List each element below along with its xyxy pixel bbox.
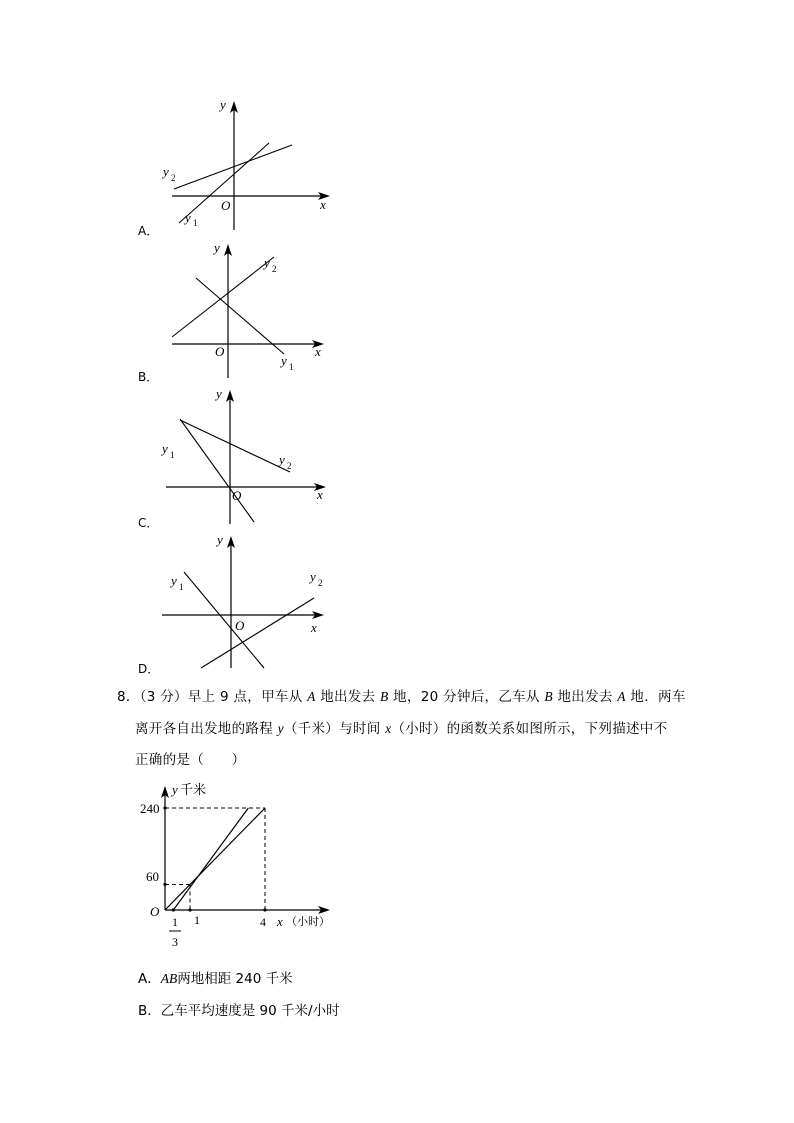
answer-option-a — [138, 967, 293, 987]
graph-option-a — [134, 95, 334, 235]
q8-text: （千米）与时间 — [283, 721, 386, 737]
answer-option-b — [138, 999, 340, 1019]
graph-option-c — [134, 386, 334, 526]
line-y2 — [201, 598, 314, 668]
q8-place-a: A — [307, 689, 316, 704]
y-axis-label: y — [214, 240, 220, 255]
tick-dot — [163, 883, 166, 886]
coordinate-graph-d — [134, 532, 334, 672]
y-axis-var: y — [172, 782, 178, 797]
q8-place-b: B — [380, 689, 389, 704]
y2-label: y — [279, 452, 285, 467]
option-a-label: A． — [138, 224, 159, 238]
series-line-2 — [173, 808, 248, 910]
y2-label: y — [310, 569, 316, 584]
q8-var-y: y — [277, 721, 284, 736]
y-axis-label: y — [220, 97, 226, 112]
tick-dot — [163, 806, 166, 809]
y1-label: y — [162, 441, 168, 456]
x-tick-label-frac-den: 3 — [172, 935, 178, 949]
origin-label: O — [215, 344, 225, 359]
y-axis-label: y — [216, 386, 222, 401]
tick-dot — [263, 908, 266, 911]
y-axis-unit: 千米 — [180, 782, 207, 797]
y-axis-label: y — [217, 532, 223, 547]
x-axis-unit: （小时） — [286, 916, 330, 928]
y2-label: y — [163, 164, 169, 179]
option-c-label: C． — [138, 516, 159, 530]
distance-time-chart — [130, 778, 350, 958]
q8-text: 地出发去 — [315, 689, 381, 705]
y2-subscript: 2 — [171, 173, 176, 183]
question-8-line-1 — [117, 685, 686, 705]
y1-label: y — [171, 573, 177, 588]
q8-place-a: A — [617, 689, 626, 704]
coordinate-graph-a — [134, 95, 334, 235]
tick-dot — [172, 908, 175, 911]
x-tick-label-4: 4 — [260, 915, 266, 929]
x-axis-label: x — [315, 344, 321, 359]
q8-chart — [130, 778, 350, 958]
y2-subscript: 2 — [287, 461, 292, 471]
q8-text: 地，20 分钟后，乙车从 — [388, 689, 545, 705]
answer-a-text: 两地相距 240 千米 — [177, 971, 293, 987]
q8-text: 地出发去 — [552, 689, 618, 705]
tick-dot — [188, 908, 191, 911]
y-tick-label-60: 60 — [146, 869, 159, 884]
y1-subscript: 1 — [193, 218, 198, 228]
answer-b-label: B． — [138, 1003, 161, 1019]
q8-text: 地．两车 — [625, 689, 686, 705]
q8-text: 8．（3 分）早上 9 点，甲车从 — [117, 689, 308, 705]
coordinate-graph-b — [134, 240, 334, 380]
y1-subscript: 1 — [170, 450, 175, 460]
option-d-label: D． — [138, 662, 160, 676]
coordinate-graph-c — [134, 386, 334, 526]
y2-subscript: 2 — [272, 264, 277, 274]
question-8-line-3: 正确的是（ ） — [135, 752, 246, 768]
graph-option-d — [134, 532, 334, 672]
origin-label: O — [232, 488, 242, 503]
y-tick-label-240: 240 — [140, 801, 160, 816]
line-y2 — [172, 257, 274, 337]
y2-subscript: 2 — [318, 578, 323, 588]
q8-text: （小时）的函数关系如图所示，下列描述中不 — [391, 721, 668, 737]
q8-var-x: x — [385, 721, 392, 736]
series-line-1 — [165, 808, 265, 910]
y2-label: y — [264, 255, 270, 270]
answer-a-var: AB — [160, 971, 178, 986]
x-tick-label-1: 1 — [194, 913, 200, 927]
q8-place-b: B — [544, 689, 553, 704]
x-axis-label: x — [311, 620, 317, 635]
y1-subscript: 1 — [289, 362, 294, 372]
question-8-line-2 — [135, 717, 667, 737]
line-y2 — [180, 420, 290, 472]
q8-text: 离开各自出发地的路程 — [135, 721, 278, 737]
y1-label: y — [281, 353, 287, 368]
option-b-label: B． — [138, 370, 159, 384]
line-y2 — [174, 145, 292, 189]
origin-label: O — [221, 198, 231, 213]
origin-label: O — [150, 904, 160, 919]
line-y1 — [180, 419, 254, 522]
x-axis-var: x — [277, 914, 283, 929]
answer-a-label: A． — [138, 971, 161, 987]
x-axis-label: x — [317, 487, 323, 502]
x-axis-label: x — [320, 197, 326, 212]
x-tick-label-frac-num: 1 — [172, 915, 178, 929]
y1-label: y — [185, 210, 191, 225]
answer-b-text: 乙车平均速度是 90 千米/小时 — [160, 1003, 340, 1019]
line-y1 — [196, 278, 284, 354]
y1-subscript: 1 — [179, 582, 184, 592]
graph-option-b — [134, 240, 334, 380]
origin-label: O — [235, 618, 245, 633]
